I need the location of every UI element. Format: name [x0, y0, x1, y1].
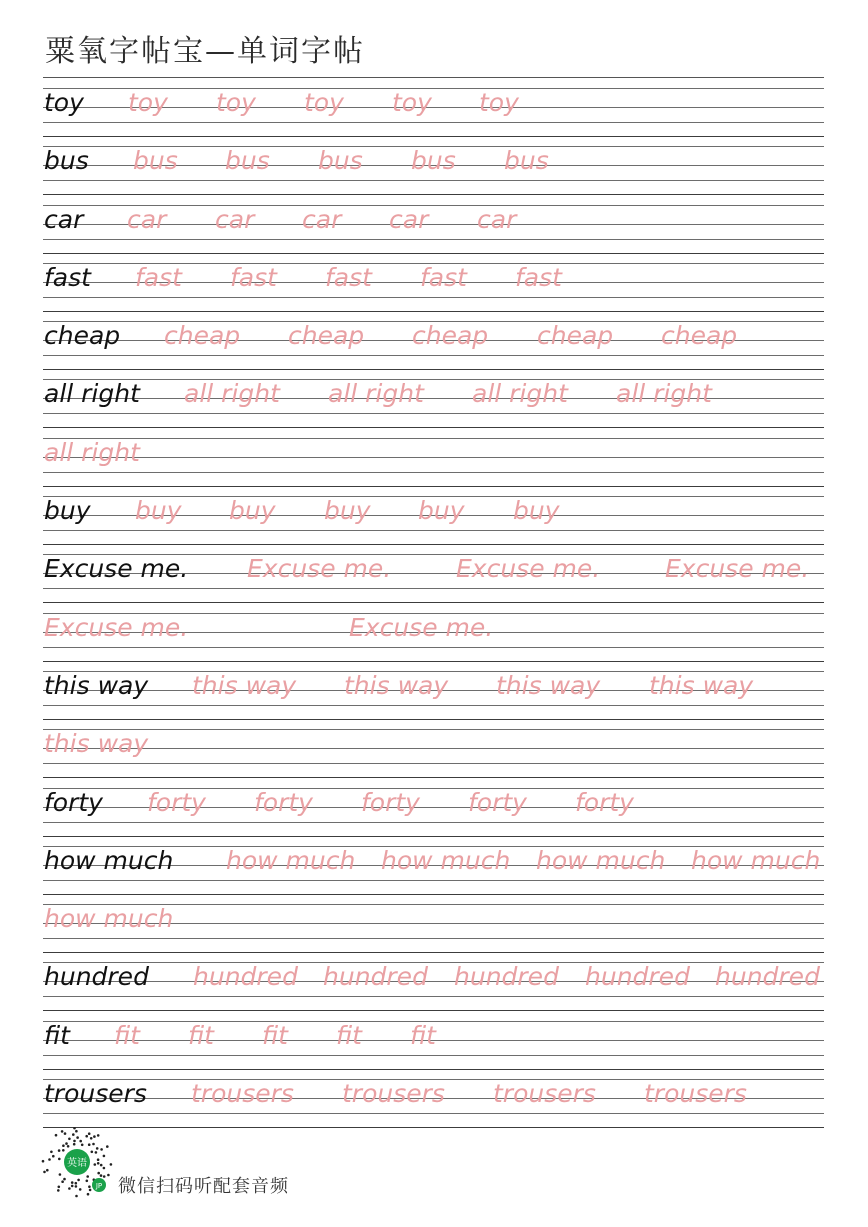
- trace-word: toy: [216, 88, 256, 117]
- practice-row: [43, 253, 824, 311]
- guide-line: [43, 748, 824, 749]
- trace-word: trousers: [191, 1079, 294, 1109]
- trace-word: Excuse me.: [665, 554, 810, 584]
- practice-row: [43, 486, 824, 544]
- trace-word: car: [389, 204, 429, 234]
- trace-word: forty: [468, 787, 527, 817]
- guide-line: [43, 588, 824, 589]
- trace-word: cheap: [164, 321, 241, 351]
- practice-row: [43, 894, 824, 952]
- trace-word: forty: [254, 787, 313, 817]
- trace-word: this way: [44, 729, 149, 759]
- guide-line: [43, 705, 824, 706]
- trace-word: car: [302, 204, 342, 234]
- trace-word: bus: [225, 146, 270, 176]
- trace-word: how much: [44, 904, 174, 934]
- model-word: car: [44, 204, 84, 234]
- trace-word: this way: [496, 670, 601, 700]
- guide-line: [43, 180, 824, 181]
- trace-word: buy: [135, 496, 182, 526]
- trace-word: this way: [649, 670, 754, 700]
- trace-word: cheap: [537, 321, 614, 351]
- guide-line: [43, 880, 824, 881]
- trace-word: Excuse me.: [44, 612, 189, 642]
- practice-row: [43, 544, 824, 602]
- model-word: buy: [44, 496, 91, 526]
- trace-word: forty: [361, 787, 420, 817]
- trace-word: toy: [304, 88, 344, 117]
- practice-row: [43, 1011, 824, 1069]
- svg-text:JP: JP: [95, 1182, 103, 1190]
- trace-word: this way: [192, 670, 297, 700]
- practice-row: [43, 836, 824, 894]
- guide-line: [43, 1055, 824, 1056]
- guide-line: [43, 472, 824, 473]
- trace-word: cheap: [661, 321, 738, 351]
- practice-row: [43, 136, 824, 194]
- practice-row: [43, 195, 824, 253]
- trace-word: fit: [336, 1020, 362, 1050]
- trace-word: fast: [420, 262, 467, 292]
- guide-line: [43, 239, 824, 240]
- trace-word: car: [477, 204, 517, 234]
- model-word: cheap: [44, 321, 121, 351]
- trace-word: trousers: [342, 1079, 445, 1109]
- trace-word: hundred: [715, 962, 820, 992]
- model-word: bus: [44, 146, 89, 176]
- trace-word: fast: [135, 262, 182, 292]
- trace-word: buy: [229, 496, 276, 526]
- practice-row: [43, 311, 824, 369]
- model-word: forty: [44, 787, 103, 817]
- practice-row: [43, 661, 824, 719]
- trace-word: fit: [114, 1020, 140, 1050]
- model-word: this way: [44, 670, 149, 700]
- trace-word: how much: [226, 845, 356, 875]
- trace-word: Excuse me.: [247, 554, 392, 584]
- guide-line: [43, 1127, 824, 1128]
- trace-word: hundred: [585, 962, 690, 992]
- guide-line: [43, 938, 824, 939]
- trace-word: all right: [472, 379, 568, 409]
- practice-row: [43, 952, 824, 1010]
- practice-row: [43, 369, 824, 427]
- trace-word: how much: [381, 845, 511, 875]
- practice-rows: [43, 78, 824, 1127]
- trace-word: buy: [324, 496, 371, 526]
- guide-line: [43, 457, 824, 458]
- practice-row: [43, 719, 824, 777]
- guide-line: [43, 763, 824, 764]
- trace-word: all right: [328, 379, 424, 409]
- guide-line: [43, 996, 824, 997]
- qr-badge-label: 英语: [67, 1158, 87, 1169]
- model-word: trousers: [44, 1079, 147, 1109]
- guide-line: [43, 981, 824, 982]
- trace-word: fast: [230, 262, 277, 292]
- guide-line: [43, 122, 824, 123]
- trace-word: car: [215, 204, 255, 234]
- practice-row: [43, 603, 824, 661]
- page-title: 粟氧字帖宝—单词字帖: [45, 34, 365, 69]
- practice-row: [43, 428, 824, 486]
- trace-word: fast: [515, 262, 562, 292]
- trace-word: fit: [410, 1020, 436, 1050]
- trace-word: bus: [411, 146, 456, 176]
- model-word: fast: [44, 262, 91, 292]
- trace-word: fit: [188, 1020, 214, 1050]
- trace-word: how much: [536, 845, 666, 875]
- guide-line: [43, 962, 824, 963]
- trace-word: bus: [504, 146, 549, 176]
- model-word: how much: [44, 845, 174, 875]
- trace-word: trousers: [644, 1079, 747, 1109]
- trace-word: hundred: [193, 962, 298, 992]
- trace-word: toy: [392, 88, 432, 117]
- trace-word: all right: [616, 379, 712, 409]
- qr-code-icon[interactable]: [41, 1127, 113, 1199]
- trace-word: hundred: [323, 962, 428, 992]
- model-word: toy: [44, 88, 84, 117]
- trace-word: this way: [344, 670, 449, 700]
- guide-line: [43, 355, 824, 356]
- trace-word: toy: [128, 88, 168, 117]
- trace-word: buy: [513, 496, 560, 526]
- practice-row: [43, 778, 824, 836]
- trace-word: Excuse me.: [456, 554, 601, 584]
- trace-word: car: [127, 204, 167, 234]
- trace-word: cheap: [288, 321, 365, 351]
- guide-line: [43, 413, 824, 414]
- trace-word: forty: [575, 787, 634, 817]
- trace-word: cheap: [412, 321, 489, 351]
- trace-word: buy: [418, 496, 465, 526]
- model-word: fit: [44, 1020, 70, 1050]
- guide-line: [43, 822, 824, 823]
- trace-word: hundred: [454, 962, 559, 992]
- trace-word: Excuse me.: [349, 612, 494, 642]
- model-word: all right: [44, 379, 140, 409]
- model-word: Excuse me.: [44, 554, 189, 584]
- trace-word: all right: [184, 379, 280, 409]
- guide-line: [43, 297, 824, 298]
- guide-line: [43, 729, 824, 730]
- scan-instruction: 微信扫码听配套音频: [118, 1176, 289, 1197]
- practice-row: [43, 78, 824, 136]
- model-word: hundred: [44, 962, 149, 992]
- trace-word: all right: [44, 437, 140, 467]
- trace-word: bus: [133, 146, 178, 176]
- trace-word: fast: [325, 262, 372, 292]
- practice-row: [43, 1069, 824, 1127]
- trace-word: how much: [691, 845, 821, 875]
- guide-line: [43, 647, 824, 648]
- guide-line: [43, 530, 824, 531]
- trace-word: fit: [262, 1020, 288, 1050]
- trace-word: trousers: [493, 1079, 596, 1109]
- trace-word: bus: [318, 146, 363, 176]
- guide-line: [43, 438, 824, 439]
- trace-word: forty: [147, 787, 206, 817]
- trace-word: toy: [479, 88, 519, 117]
- guide-line: [43, 1113, 824, 1114]
